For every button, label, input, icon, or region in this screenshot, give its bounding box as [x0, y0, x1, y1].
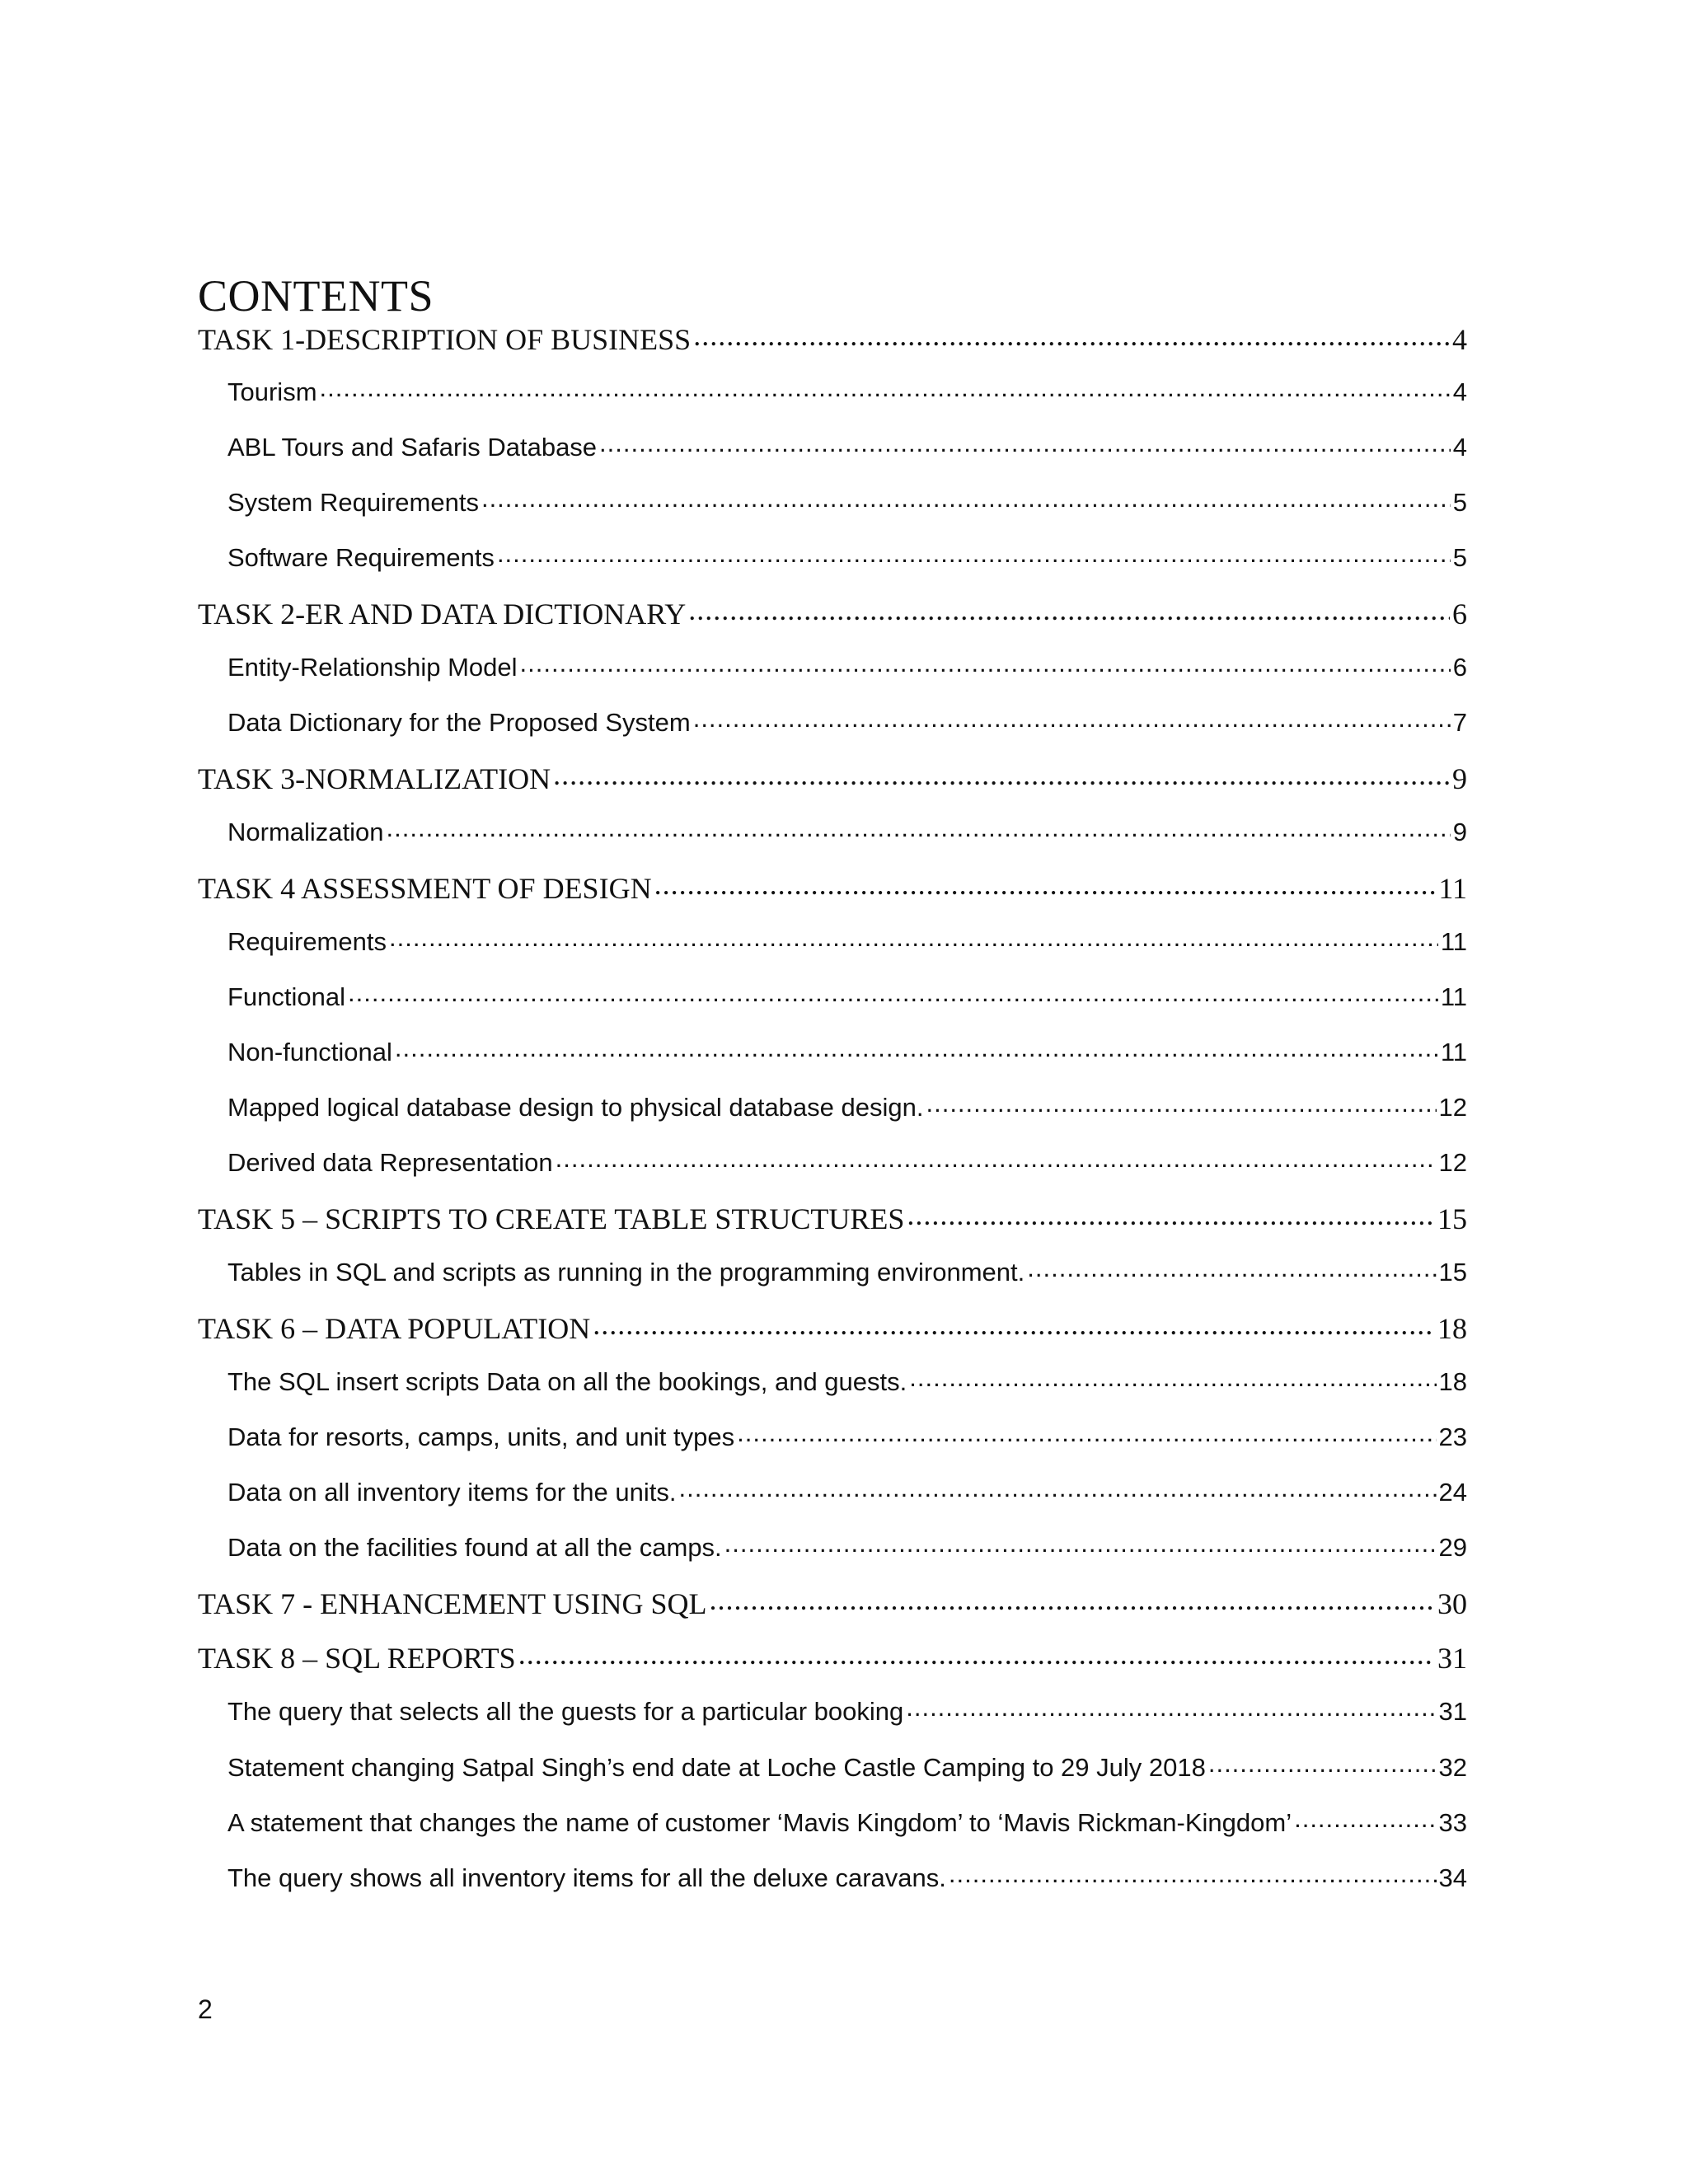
dot-leader: [1294, 1806, 1436, 1831]
toc-entry-title: The query that selects all the guests for a particular booking: [227, 1697, 904, 1726]
toc-entry[interactable]: [227, 925, 1467, 961]
toc-entry-title: Mapped logical database design to physical database design.: [227, 1093, 924, 1122]
dot-leader: [678, 1475, 1436, 1501]
toc-entry[interactable]: [227, 541, 1467, 577]
toc-entry-page: 34: [1438, 1863, 1467, 1892]
toc-entry-page: 23: [1438, 1422, 1467, 1451]
toc-entry-page: 32: [1438, 1753, 1467, 1782]
toc-entry-page: 11: [1438, 872, 1467, 905]
toc-entry-page: 30: [1437, 1587, 1467, 1620]
toc-entry-title: Data on all inventory items for the units.: [227, 1478, 677, 1507]
toc-entry[interactable]: [227, 1035, 1467, 1071]
toc-entry-title: The query shows all inventory items for all the deluxe caravans.: [227, 1863, 946, 1892]
toc-entry-page: 5: [1452, 543, 1467, 572]
dot-leader: [481, 485, 1451, 511]
toc-entry-title: TASK 4 ASSESSMENT OF DESIGN: [198, 872, 652, 905]
dot-leader: [906, 1694, 1436, 1720]
toc-entry[interactable]: [227, 1475, 1467, 1511]
dot-leader: [320, 375, 1451, 401]
toc-entry[interactable]: [198, 1199, 1467, 1235]
toc-entry-page: 18: [1438, 1367, 1467, 1396]
toc-entry-page: 31: [1437, 1642, 1467, 1675]
toc-entry-page: 4: [1452, 377, 1467, 406]
dot-leader: [553, 759, 1450, 789]
toc-entry-page: 11: [1440, 927, 1467, 956]
toc-entry-page: 15: [1438, 1258, 1467, 1286]
toc-entry[interactable]: [227, 650, 1467, 687]
toc-entry-title: Tables in SQL and scripts as running in the programming environment.: [227, 1258, 1025, 1286]
toc-entry[interactable]: [227, 705, 1467, 742]
toc-entry[interactable]: [198, 1638, 1467, 1675]
toc-entry[interactable]: [227, 1090, 1467, 1127]
toc-entry[interactable]: [198, 1309, 1467, 1345]
dot-leader: [1208, 1750, 1437, 1776]
toc-entry[interactable]: [198, 759, 1467, 795]
dot-leader: [518, 1638, 1435, 1668]
dot-leader: [926, 1090, 1436, 1116]
dot-leader: [688, 594, 1450, 624]
toc-entry-title: Entity-Relationship Model: [227, 653, 518, 682]
toc-entry-title: Data Dictionary for the Proposed System: [227, 708, 691, 737]
toc-entry-title: TASK 7 - ENHANCEMENT USING SQL: [198, 1587, 707, 1620]
toc-entry-page: 7: [1452, 708, 1467, 737]
dot-leader: [693, 320, 1450, 349]
dot-leader: [693, 705, 1451, 731]
toc-entry[interactable]: [227, 1806, 1467, 1842]
toc-entry-title: Requirements: [227, 927, 387, 956]
toc-entry[interactable]: [227, 1365, 1467, 1401]
toc-entry[interactable]: [227, 980, 1467, 1016]
dot-leader: [909, 1365, 1436, 1390]
toc-entry-title: Data on the facilities found at all the camps.: [227, 1533, 722, 1562]
toc-entry[interactable]: [227, 1255, 1467, 1291]
toc-entry-page: 29: [1438, 1533, 1467, 1562]
toc-entry-title: A statement that changes the name of customer ‘Mavis Kingdom’ to ‘Mavis Rickman-Kingdom’: [227, 1808, 1292, 1837]
dot-leader: [593, 1309, 1435, 1338]
dot-leader: [387, 815, 1451, 841]
dot-leader: [497, 541, 1451, 566]
toc-entry[interactable]: [198, 1584, 1467, 1620]
toc-entry-title: Functional: [227, 982, 346, 1011]
toc-entry-page: 18: [1437, 1312, 1467, 1345]
page-number: 2: [198, 1994, 213, 2024]
toc-entry[interactable]: [198, 320, 1467, 356]
toc-entry[interactable]: [227, 430, 1467, 466]
dot-leader: [949, 1861, 1437, 1886]
toc-entry-title: Software Requirements: [227, 543, 495, 572]
toc-entry-page: 12: [1438, 1148, 1467, 1177]
dot-leader: [599, 430, 1451, 456]
dot-leader: [709, 1584, 1435, 1614]
toc-entry-page: 9: [1452, 818, 1467, 846]
dot-leader: [348, 980, 1438, 1005]
toc-entry[interactable]: [227, 375, 1467, 411]
contents-heading: CONTENTS: [198, 271, 434, 321]
toc-entry-title: Non-functional: [227, 1038, 392, 1066]
toc-entry-title: ABL Tours and Safaris Database: [227, 433, 598, 462]
toc-entry[interactable]: [227, 1861, 1467, 1897]
toc-entry-title: Normalization: [227, 818, 384, 846]
dot-leader: [724, 1530, 1437, 1556]
toc-entry-page: 33: [1438, 1808, 1467, 1837]
toc-entry[interactable]: [227, 815, 1467, 851]
toc-entry-page: 5: [1452, 488, 1467, 517]
dot-leader: [556, 1146, 1437, 1171]
toc-entry-page: 6: [1452, 598, 1467, 630]
toc-entry-page: 31: [1438, 1697, 1467, 1726]
dot-leader: [1027, 1255, 1436, 1281]
toc-entry[interactable]: [227, 1750, 1467, 1787]
dot-leader: [395, 1035, 1438, 1061]
toc-entry-title: TASK 3-NORMALIZATION: [198, 762, 551, 795]
toc-entry[interactable]: [198, 594, 1467, 630]
toc-entry-title: TASK 5 – SCRIPTS TO CREATE TABLE STRUCTURES: [198, 1202, 905, 1235]
toc-entry-title: System Requirements: [227, 488, 479, 517]
toc-entry-title: Statement changing Satpal Singh’s end date at Loche Castle Camping to 29 July 2018: [227, 1753, 1206, 1782]
toc-entry[interactable]: [227, 1146, 1467, 1182]
toc-entry-title: TASK 2-ER AND DATA DICTIONARY: [198, 598, 687, 630]
toc-entry-title: TASK 1-DESCRIPTION OF BUSINESS: [198, 323, 692, 356]
toc-entry-title: TASK 8 – SQL REPORTS: [198, 1642, 516, 1675]
toc-entry-title: The SQL insert scripts Data on all the bookings, and guests.: [227, 1367, 907, 1396]
toc-entry[interactable]: [227, 1420, 1467, 1456]
toc-entry-title: TASK 6 – DATA POPULATION: [198, 1312, 591, 1345]
toc-entry-page: 4: [1452, 433, 1467, 462]
toc-entry[interactable]: [198, 869, 1467, 905]
toc-entry-title: Tourism: [227, 377, 317, 406]
dot-leader: [389, 925, 1438, 950]
toc-entry-page: 15: [1437, 1202, 1467, 1235]
toc-entry-page: 11: [1440, 1038, 1467, 1066]
dot-leader: [654, 869, 1437, 898]
toc-entry-title: Data for resorts, camps, units, and unit types: [227, 1422, 735, 1451]
toc-entry-title: Derived data Representation: [227, 1148, 553, 1177]
dot-leader: [737, 1420, 1436, 1446]
toc-entry-page: 4: [1452, 323, 1467, 356]
dot-leader: [907, 1199, 1435, 1229]
toc-entry[interactable]: [227, 485, 1467, 522]
toc-entry[interactable]: [227, 1694, 1467, 1731]
toc-entry[interactable]: [227, 1530, 1467, 1567]
toc-entry-page: 24: [1438, 1478, 1467, 1507]
toc-entry-page: 12: [1438, 1093, 1467, 1122]
toc-entry-page: 11: [1440, 982, 1467, 1011]
toc-entry-page: 6: [1452, 653, 1467, 682]
toc-entry-page: 9: [1452, 762, 1467, 795]
dot-leader: [520, 650, 1451, 676]
